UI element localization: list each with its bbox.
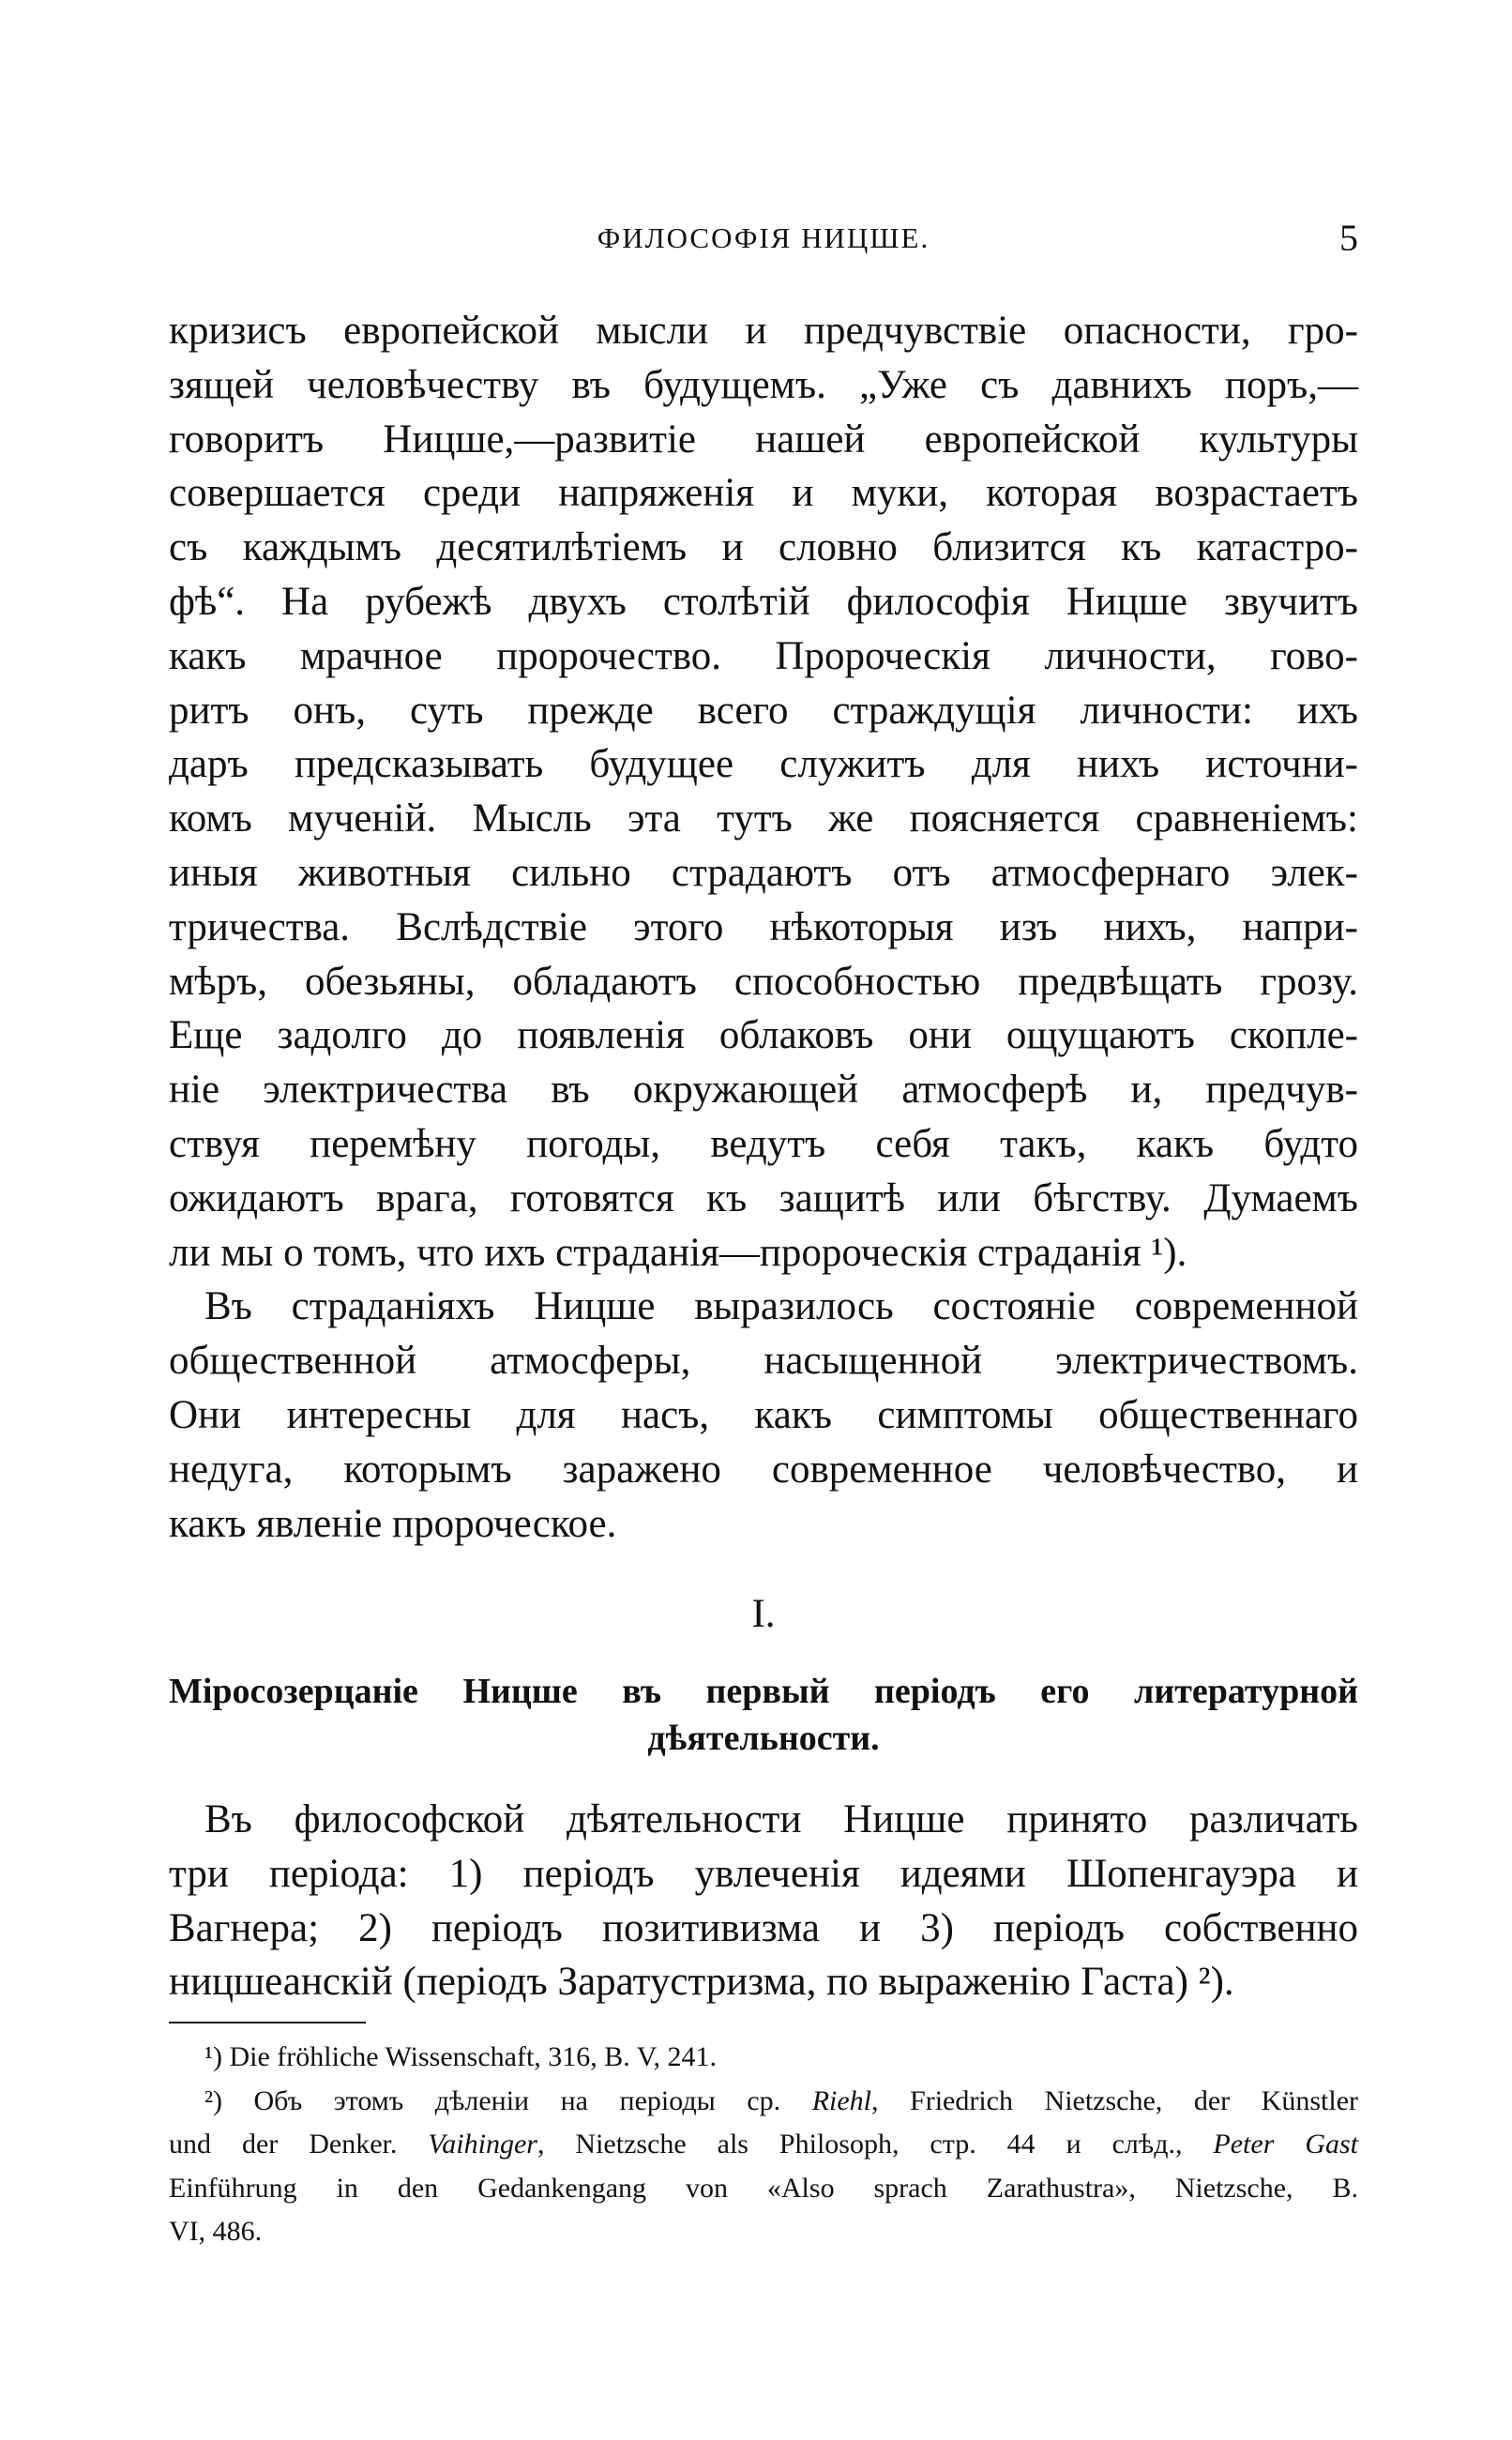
body-text-top — [169, 304, 1358, 1551]
footnote-author: Vaihinger — [428, 2129, 537, 2160]
footnotes — [169, 2036, 1358, 2254]
text-line: Въ страданіяхъ Ницше выразилось состояніе современной — [204, 1284, 1358, 1329]
body-text-bottom — [169, 1793, 1358, 2009]
text-line: ожидаютъ врага, готовятся къ защитѣ или бѣгству. Думаемъ — [169, 1175, 1358, 1220]
text-line: Они интересны для насъ, какъ симптомы общественнаго — [169, 1392, 1358, 1437]
text-line: иныя животныя сильно страдаютъ отъ атмосфернаго элек- — [169, 850, 1358, 895]
footnote-text: ¹) Die fröhliche Wissenschaft, 316, B. V, 241. — [204, 2041, 718, 2072]
footnote-text: , Friedrich Nietzsche, der Künstler — [871, 2084, 1359, 2116]
running-title: ФИЛОСОФІЯ НИЦШЕ. — [597, 221, 930, 254]
footnote-line — [169, 2210, 1358, 2254]
text-line: ли мы о томъ, что ихъ страданія—пророческія страданія ¹). — [169, 1230, 1187, 1275]
section-number: I. — [751, 1592, 776, 1636]
text-line: Вагнера; 2) періодъ позитивизма и 3) періодъ собственно — [169, 1905, 1358, 1950]
footnote-text: und der Denker. — [169, 2129, 429, 2160]
text-line: Въ философской дѣятельности Ницше принято различать — [204, 1797, 1358, 1841]
text-line: фѣ“. На рубежѣ двухъ столѣтій философія Ницше звучитъ — [169, 579, 1358, 624]
text-line: какъ мрачное пророчество. Пророческія личности, гово- — [169, 633, 1358, 678]
footnote-line — [169, 2123, 1358, 2167]
text-line: мѣръ, обезьяны, обладаютъ способностью предвѣщать грозу. — [169, 959, 1358, 1004]
text-line: три періода: 1) періодъ увлеченія идеями Шопенгауэра и — [169, 1851, 1358, 1896]
text-line: кризисъ европейской мысли и предчувствіе опасности, гро- — [169, 309, 1358, 353]
text-line: ритъ онъ, суть прежде всего страждущія личности: ихъ — [169, 688, 1358, 733]
running-head — [169, 216, 1358, 263]
footnote-author: Peter Gast — [1213, 2129, 1358, 2160]
text-line: комъ мученій. Мысль эта тутъ же поясняется сравненіемъ: — [169, 796, 1358, 841]
text-line: какъ явленіе пророческое. — [169, 1501, 617, 1546]
footnote-text: Einführung in den Gedankengang von «Also sprach Zarathustra», Nietzsche, B. — [169, 2172, 1358, 2204]
text-line: ніе электричества въ окружающей атмосферѣ и, предчув- — [169, 1068, 1358, 1113]
text-line: ницшеанскій (періодъ Заратустризма, по выраженію Гаста) ²). — [169, 1960, 1234, 2005]
text-line: говоритъ Ницше,—развитіе нашей европейской культуры — [169, 417, 1358, 462]
footnote-divider — [169, 2022, 366, 2023]
footnote-text: ²) Объ этомъ дѣленіи на періоды ср. — [204, 2084, 812, 2116]
text-line: совершается среди напряженія и муки, которая возрастаетъ — [169, 471, 1358, 516]
footnote-line — [169, 2080, 1358, 2124]
text-line: тричества. Вслѣдствіе этого нѣкоторыя изъ нихъ, напри- — [169, 904, 1358, 949]
footnote-text: , Nietzsche als Philosoph, стр. 44 и слѣд., — [537, 2129, 1214, 2160]
footnote-line — [169, 2167, 1358, 2211]
text-line: даръ предсказывать будущее служитъ для нихъ источни- — [169, 742, 1358, 787]
footnote-text: VI, 486. — [169, 2216, 263, 2247]
section-heading-line: дѣятельности. — [647, 1719, 880, 1758]
footnote-line — [169, 2036, 1358, 2080]
footnote-author: Riehl — [811, 2084, 871, 2116]
page-number: 5 — [1339, 217, 1358, 259]
section-heading-line: Міросозерцаніе Ницше въ первый періодъ его литературной — [169, 1672, 1358, 1711]
text-line: ствуя перемѣну погоды, ведутъ себя такъ, какъ будто — [169, 1121, 1358, 1166]
text-line: зящей человѣчеству въ будущемъ. „Уже съ давнихъ поръ,— — [169, 362, 1358, 407]
section-heading — [169, 1668, 1358, 1762]
text-line: Еще задолго до появленія облаковъ они ощущаютъ скопле- — [169, 1013, 1358, 1058]
text-line: съ каждымъ десятилѣтіемъ и словно близится къ катастро- — [169, 525, 1358, 570]
text-line: общественной атмосферы, насыщенной электричествомъ. — [169, 1339, 1358, 1384]
text-line: недуга, которымъ заражено современное человѣчество, и — [169, 1447, 1358, 1492]
